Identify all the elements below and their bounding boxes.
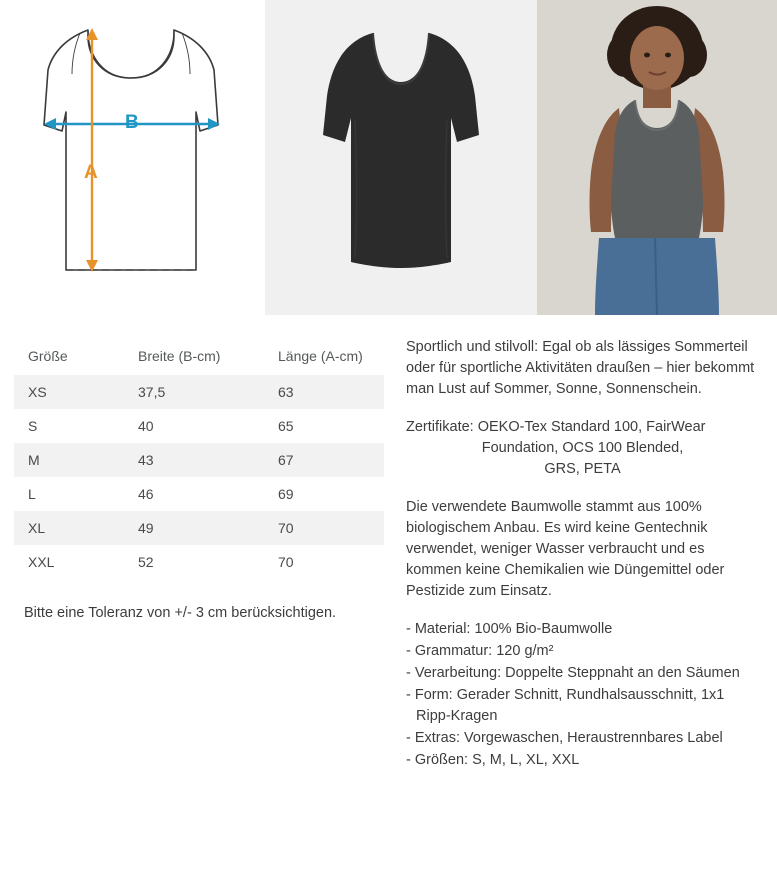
cell-length: 70 — [264, 511, 384, 545]
cell-size: XXL — [14, 545, 124, 579]
certificates-line-2: Foundation, OCS 100 Blended, — [481, 440, 684, 456]
list-item — [406, 685, 759, 727]
table-header-row — [14, 337, 384, 375]
specs-list — [406, 619, 759, 771]
cell-size: XL — [14, 511, 124, 545]
size-table — [14, 337, 384, 579]
list-item — [406, 750, 759, 771]
list-item — [406, 663, 759, 684]
width-label: B — [125, 112, 139, 133]
image-row — [0, 0, 777, 315]
table-row — [14, 409, 384, 443]
product-photo — [265, 0, 537, 315]
spec-line-1: - Größen: S, M, L, XL, XXL — [406, 752, 580, 768]
model-photo — [537, 0, 777, 315]
cell-width: 37,5 — [124, 375, 264, 409]
list-item — [406, 641, 759, 662]
table-row — [14, 545, 384, 579]
cell-size: XS — [14, 375, 124, 409]
cell-width: 52 — [124, 545, 264, 579]
column-header-width: Breite (B-cm) — [124, 337, 264, 375]
list-item — [406, 619, 759, 640]
cell-width: 49 — [124, 511, 264, 545]
cell-width: 40 — [124, 409, 264, 443]
cell-width: 46 — [124, 477, 264, 511]
length-label: A — [84, 162, 98, 183]
intro-paragraph: Sportlich und stilvoll: Egal ob als lässiges Sommerteil oder für sportliche Aktivitäten draußen – hier bekommt man Lust auf Sommer, Sonne, Sonnenschein. — [406, 339, 755, 397]
cell-width: 43 — [124, 443, 264, 477]
spec-line-1: - Extras: Vorgewaschen, Heraustrennbares — [406, 730, 684, 746]
cell-length: 63 — [264, 375, 384, 409]
cell-size: L — [14, 477, 124, 511]
spec-line-1: - Form: Gerader Schnitt, Rundhalsausschnitt, — [406, 687, 697, 703]
certificates-line-1: Zertifikate: OEKO-Tex Standard 100, FairWear — [406, 419, 706, 435]
size-table-column — [0, 315, 396, 772]
cell-length: 69 — [264, 477, 384, 511]
table-row — [14, 443, 384, 477]
column-header-length: Länge (A-cm) — [264, 337, 384, 375]
cotton-paragraph: Die verwendete Baumwolle stammt aus 100% biologischem Anbau. Es wird keine Gentechnik verwendet, weniger Wasser verbraucht und es kommen keine Chemikalien wie Düngemittel oder Pestizide zum Einsatz. — [406, 499, 725, 599]
cell-size: M — [14, 443, 124, 477]
measurement-diagram — [0, 0, 265, 315]
spec-line-2: 1x1 Ripp-Kragen — [416, 687, 725, 724]
tolerance-note: Bitte eine Toleranz von +/- 3 cm berücksichtigen. — [24, 605, 337, 621]
cell-size: S — [14, 409, 124, 443]
cell-length: 70 — [264, 545, 384, 579]
certificates-line-3: GRS, PETA — [544, 461, 621, 477]
table-row — [14, 375, 384, 409]
spec-line-1: - Grammatur: 120 g/m² — [406, 643, 554, 659]
black-tank-top-image — [265, 0, 537, 315]
spec-line-2: Säumen — [685, 665, 740, 681]
table-row — [14, 477, 384, 511]
model-wearing-tank-top-image — [537, 0, 777, 315]
list-item — [406, 728, 759, 749]
spec-line-2: Label — [687, 730, 723, 746]
cell-length: 67 — [264, 443, 384, 477]
spec-line-1: - Verarbeitung: Doppelte Steppnaht an den — [406, 665, 682, 681]
table-row — [14, 511, 384, 545]
description-column — [396, 315, 777, 772]
details-section — [0, 315, 777, 772]
certificates-paragraph — [406, 417, 759, 480]
spec-line-1: - Material: 100% Bio-Baumwolle — [406, 621, 613, 637]
cell-length: 65 — [264, 409, 384, 443]
tank-top-outline-svg — [0, 0, 265, 315]
column-header-size: Größe — [14, 337, 124, 375]
